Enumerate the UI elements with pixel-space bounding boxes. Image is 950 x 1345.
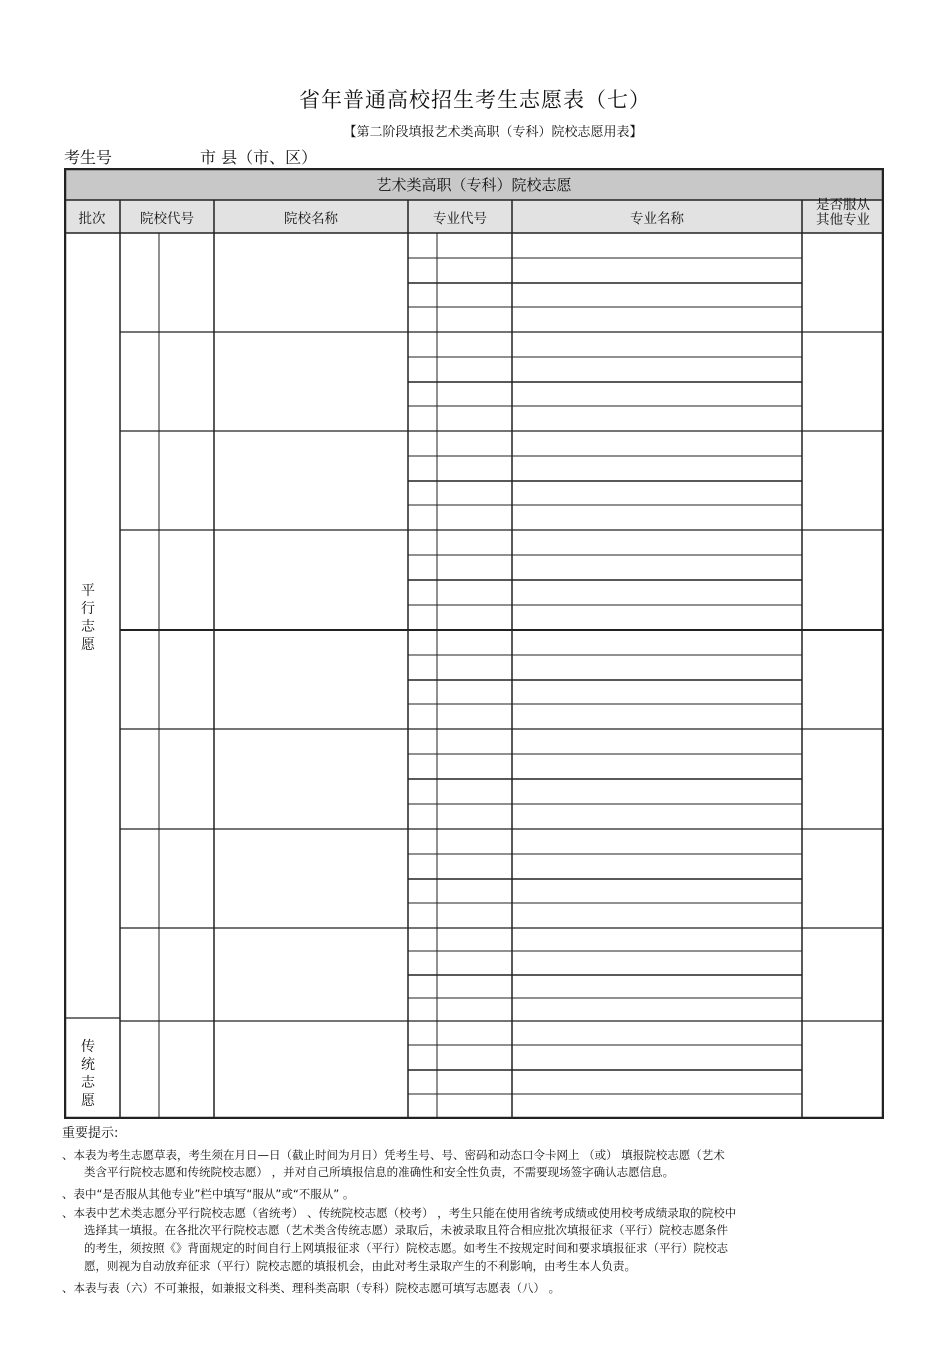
note-line: 类含平行院校志愿和传统院校志愿） ，并对自己所填报信息的准确性和安全性负责，不需要现场签字确认志愿信息。: [84, 1165, 675, 1179]
col-header-major-name: 专业名称: [630, 211, 684, 227]
notes-heading: 重要提示:: [62, 1126, 119, 1141]
col-header-school-name: 院校名称: [284, 211, 338, 227]
city-county-label: 市 县（市、区）: [200, 148, 318, 167]
note-line: 的考生，须按照《》背面规定的时间自行上网填报征求（平行）院校志愿。如考生不按规定时间和要求填报征求（平行）院校志: [84, 1241, 728, 1255]
note-line: 、表中“是否服从其他专业”栏中填写“服从”或“不服从” 。: [62, 1187, 355, 1201]
form-subtitle: 【第二阶段填报艺术类高职（专科）院校志愿用表】: [343, 125, 643, 140]
exam-number-label: 考生号: [64, 148, 113, 167]
parallel-volunteer-label: 平 行 志 愿: [81, 583, 95, 653]
form-title: 省年普通高校招生考生志愿表（七）: [299, 88, 651, 112]
col-header-obey-line1: 是否服从: [816, 197, 870, 213]
note-line: 、本表与表（六）不可兼报，如兼报文科类、理科类高职（专科）院校志愿可填写志愿表（八） 。: [62, 1281, 561, 1295]
note-line: 愿，则视为自动放弃征求（平行）院校志愿的填报机会，由此对考生录取产生的不利影响，由考生本人负责。: [84, 1259, 636, 1273]
col-header-school-code: 院校代号: [140, 211, 194, 227]
note-line: 、本表中艺术类志愿分平行院校志愿（省统考） 、传统院校志愿（校考） ，考生只能在使用省统考成绩或使用校考成绩录取的院校中: [62, 1206, 737, 1220]
note-line: 、本表为考生志愿草表，考生须在月日—日（截止时间为月日）凭考生号、号、密码和动态口令卡网上 （或） 填报院校志愿（艺术: [62, 1148, 725, 1162]
traditional-volunteer-label: 传 统 志 愿: [81, 1039, 95, 1109]
col-header-major-code: 专业代号: [433, 211, 487, 227]
table-grid: [64, 168, 884, 1119]
col-header-obey-line2: 其他专业: [816, 212, 870, 228]
table-header-title: 艺术类高职（专科）院校志愿: [376, 176, 572, 194]
col-header-batch: 批次: [78, 211, 106, 227]
application-form-table: [64, 168, 884, 1119]
col-header-obey: [802, 198, 884, 228]
note-line: 选择其一填报。在各批次平行院校志愿（艺术类含传统志愿）录取后，未被录取且符合相应批次填报征求（平行）院校志愿条件: [84, 1223, 728, 1237]
